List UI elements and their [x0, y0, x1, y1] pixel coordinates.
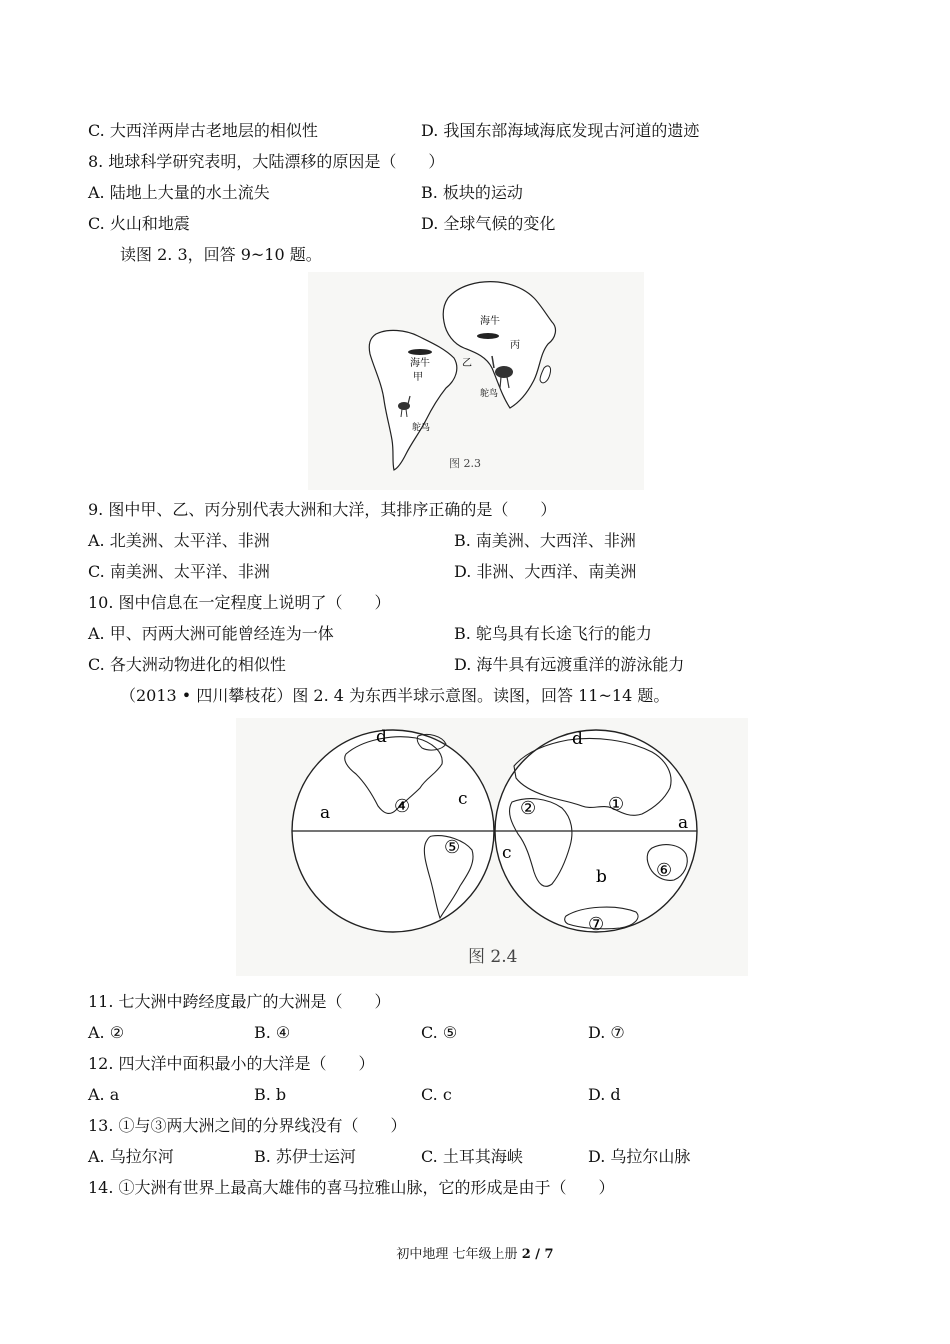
label-tuoniao-sa: 鸵鸟	[412, 423, 431, 433]
q9-stem: 9. 图中甲、乙、丙分别代表大洲和大洋，其排序正确的是（ ）	[88, 500, 557, 519]
footer-text: 初中地理 七年级上册	[396, 1247, 522, 1262]
q12-option-c: C. c	[421, 1085, 452, 1104]
label-ocean-c-right: c	[502, 843, 512, 863]
label-bing: 丙	[510, 340, 520, 351]
q10-option-a: A. 甲、丙两大洲可能曾经连为一体	[88, 624, 334, 643]
q13-stem: 13. ①与③两大洲之间的分界线没有（ ）	[88, 1116, 407, 1135]
q13-option-d: D. 乌拉尔山脉	[588, 1147, 691, 1166]
label-ocean-b-right: b	[596, 867, 607, 887]
q8-option-d: D. 全球气候的变化	[421, 214, 556, 233]
q10-option-d: D. 海牛具有远渡重洋的游泳能力	[454, 655, 685, 674]
q13-option-a: A. 乌拉尔河	[88, 1147, 174, 1166]
figure-2-3-map	[308, 272, 644, 490]
madagascar-outline	[540, 366, 551, 383]
label-yi: 乙	[462, 358, 472, 369]
label-ocean-d-left: d	[376, 727, 387, 747]
q12-option-d: D. d	[588, 1085, 621, 1104]
q12-option-a: A. a	[88, 1085, 120, 1104]
manatee-af-icon	[477, 333, 499, 339]
africa-outline	[443, 282, 555, 408]
page-footer	[0, 1247, 950, 1263]
q8-option-c: C. 火山和地震	[88, 214, 190, 233]
q7-option-c: C. 大西洋两岸古老地层的相似性	[88, 121, 318, 140]
q11-option-a: A. ②	[88, 1023, 125, 1042]
figure-2-3-caption: 图 2.3	[449, 457, 481, 470]
label-continent-4: ④	[394, 796, 411, 817]
figure-2-4-map	[236, 718, 748, 976]
q11-option-c: C. ⑤	[421, 1023, 458, 1042]
q10-option-c: C. 各大洲动物进化的相似性	[88, 655, 286, 674]
page-number: 2 / 7	[521, 1247, 554, 1262]
q11-option-b: B. ④	[254, 1023, 291, 1042]
q9-option-b: B. 南美洲、大西洋、非洲	[454, 531, 636, 550]
figure-2-4-caption: 图 2.4	[468, 947, 518, 967]
q12-option-b: B. b	[254, 1085, 287, 1104]
q12-stem: 12. 四大洋中面积最小的大洋是（ ）	[88, 1054, 375, 1073]
label-continent-7: ⑦	[588, 914, 605, 935]
q13-option-c: C. 土耳其海峡	[421, 1147, 523, 1166]
q10-option-b: B. 鸵鸟具有长途飞行的能力	[454, 624, 652, 643]
q8-option-a: A. 陆地上大量的水土流失	[88, 183, 270, 202]
q8-option-b: B. 板块的运动	[421, 183, 523, 202]
label-hainiu-sa: 海牛	[410, 358, 430, 369]
q11-option-d: D. ⑦	[588, 1023, 625, 1042]
label-continent-2: ②	[520, 798, 537, 819]
q11-stem: 11. 七大洲中跨经度最广的大洲是（ ）	[88, 992, 391, 1011]
intro-9-10: 读图 2. 3，回答 9~10 题。	[120, 245, 322, 264]
q7-option-d: D. 我国东部海域海底发现古河道的遗迹	[421, 121, 700, 140]
label-continent-6: ⑥	[656, 860, 673, 881]
label-continent-5: ⑤	[444, 837, 461, 858]
label-ocean-d-right: d	[572, 729, 583, 749]
label-ocean-c-left: c	[458, 789, 468, 809]
figure-2-4	[236, 718, 748, 976]
q10-stem: 10. 图中信息在一定程度上说明了（ ）	[88, 593, 391, 612]
label-ocean-a-left: a	[320, 803, 331, 823]
q14-stem: 14. ①大洲有世界上最高大雄伟的喜马拉雅山脉，它的形成是由于（ ）	[88, 1178, 615, 1197]
intro-11-14: （2013 • 四川攀枝花）图 2. 4 为东西半球示意图。读图，回答 11~14 题。	[120, 686, 670, 705]
q9-option-d: D. 非洲、大西洋、南美洲	[454, 562, 637, 581]
q13-option-b: B. 苏伊士运河	[254, 1147, 356, 1166]
label-hainiu-af: 海牛	[480, 316, 500, 327]
q9-option-c: C. 南美洲、太平洋、非洲	[88, 562, 270, 581]
label-continent-1: ①	[608, 794, 625, 815]
manatee-sa-icon	[408, 349, 432, 355]
q9-option-a: A. 北美洲、太平洋、非洲	[88, 531, 270, 550]
label-ocean-a-right: a	[678, 813, 689, 833]
q8-stem: 8. 地球科学研究表明，大陆漂移的原因是（ ）	[88, 152, 445, 171]
figure-2-3	[308, 272, 644, 490]
label-jia: 甲	[413, 372, 423, 383]
label-tuoniao-af: 鸵鸟	[480, 389, 499, 399]
